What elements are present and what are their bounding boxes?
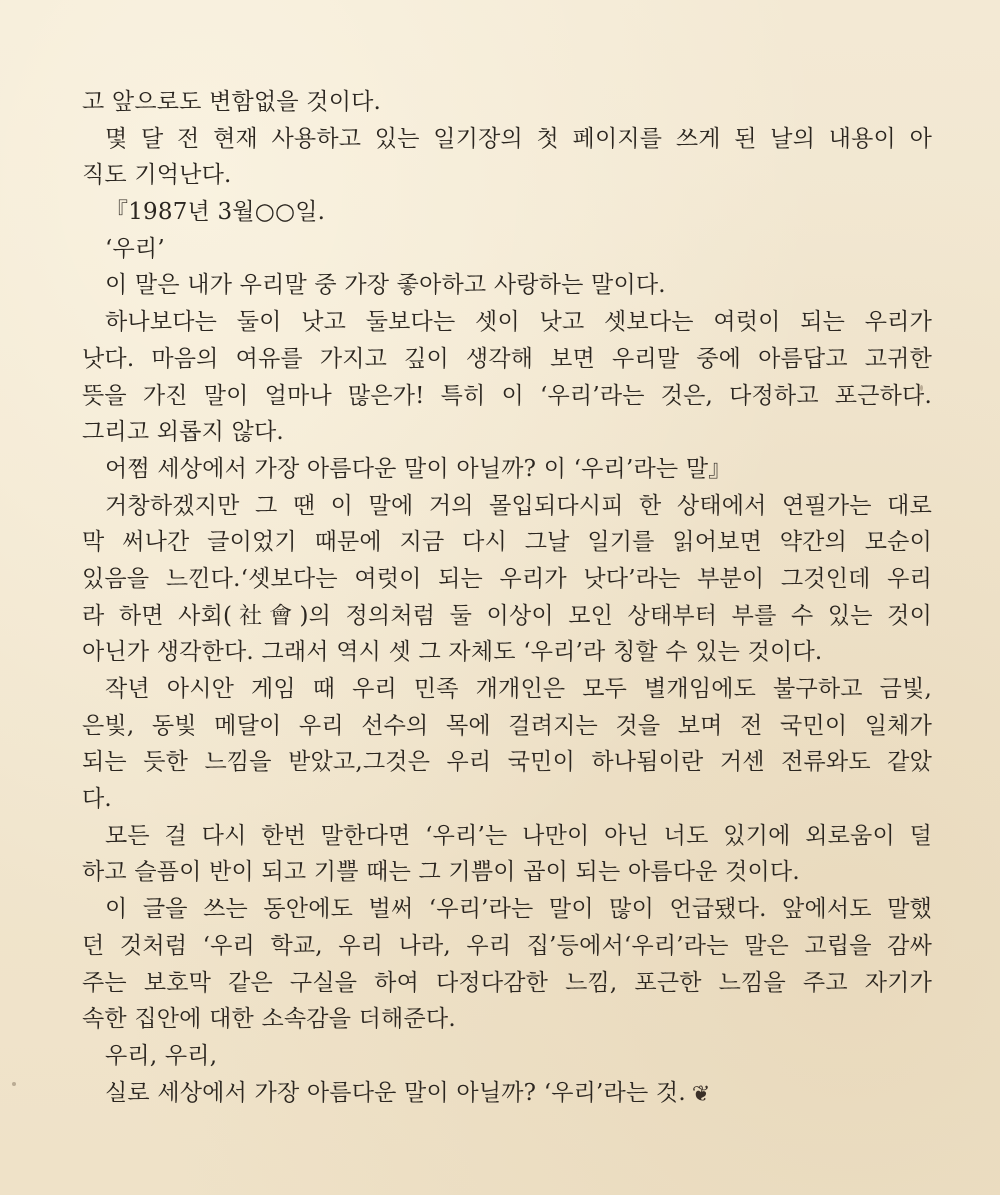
text-line: 어쩜 세상에서 가장 아름다운 말이 아닐까? 이 ‘우리’라는 말』 (105, 455, 732, 482)
flower-ornament-icon: ❦ (691, 1081, 711, 1107)
text-line: 다. (82, 786, 112, 813)
text-line: 아닌가 생각한다. 그래서 역시 셋 그 자체도 ‘우리’라 칭할 수 있는 것이다. (82, 639, 823, 666)
text-line: 낫다. 마음의 여유를 가지고 깊이 생각해 보면 우리말 중에 아름답고 고귀한 (82, 345, 932, 372)
text-line: 모든 걸 다시 한번 말한다면 ‘우리’는 나만이 아닌 너도 있기에 외로움이 덜 (105, 822, 932, 849)
text-line: 막 써나간 글이었기 때문에 지금 다시 그날 일기를 읽어보면 약간의 모순이 (82, 529, 932, 556)
paper-speck (12, 1082, 16, 1086)
text-line: 하나보다는 둘이 낫고 둘보다는 셋이 낫고 셋보다는 여럿이 되는 우리가 (105, 309, 932, 336)
text-line: 주는 보호막 같은 구실을 하여 다정다감한 느낌, 포근한 느낌을 주고 자기가 (82, 969, 932, 996)
paper-speck (920, 385, 923, 391)
text-line: 몇 달 전 현재 사용하고 있는 일기장의 첫 페이지를 쓰게 된 날의 내용이 아 (105, 125, 932, 152)
text-line: 뜻을 가진 말이 얼마나 많은가! 특히 이 ‘우리’라는 것은, 다정하고 포근하다. (82, 382, 932, 409)
text-line: 이 말은 내가 우리말 중 가장 좋아하고 사랑하는 말이다. (105, 272, 666, 299)
text-line: 그리고 외롭지 않다. (82, 419, 284, 446)
text-line: 되는 듯한 느낌을 받았고,그것은 우리 국민이 하나됨이란 거센 전류와도 같았 (82, 749, 932, 776)
text-line: 고 앞으로도 변함없을 것이다. (82, 89, 382, 115)
text-line: 작년 아시안 게임 때 우리 민족 개개인은 모두 별개임에도 불구하고 금빛, (105, 676, 932, 702)
text-line: 『1987년 3월○○일. (105, 199, 326, 226)
text-line: 던 것처럼 ‘우리 학교, 우리 나라, 우리 집’등에서‘우리’라는 말은 고립을 감싸 (82, 932, 932, 959)
text-line: 있음을 느낀다.‘셋보다는 여럿이 되는 우리가 낫다’라는 부분이 그것인데 우리 (82, 565, 932, 592)
text-line-final (82, 1075, 932, 1112)
text-line: 이 글을 쓰는 동안에도 벌써 ‘우리’라는 말이 많이 언급됐다. 앞에서도 말했 (105, 896, 932, 923)
text-line: 하고 슬픔이 반이 되고 기쁠 때는 그 기쁨이 곱이 되는 아름다운 것이다. (82, 859, 800, 886)
text-line: 우리, 우리, (105, 1042, 218, 1069)
text-line: 은빛, 동빛 메달이 우리 선수의 목에 걸려지는 것을 보며 전 국민이 일체가 (82, 712, 932, 739)
text-line: 거창하겠지만 그 땐 이 말에 거의 몰입되다시피 한 상태에서 연필가는 대로 (105, 492, 932, 519)
text-line: 속한 집안에 대한 소속감을 더해준다. (82, 1006, 456, 1033)
text-line: 라 하면 사회(社會)의 정의처럼 둘 이상이 모인 상태부터 부를 수 있는 것이 (82, 602, 932, 629)
text-line: 직도 기억난다. (82, 162, 232, 189)
text-line: ‘우리’ (105, 235, 165, 262)
document-page (82, 84, 932, 1111)
final-text: 실로 세상에서 가장 아름다운 말이 아닐까? ‘우리’라는 것. (105, 1079, 686, 1106)
